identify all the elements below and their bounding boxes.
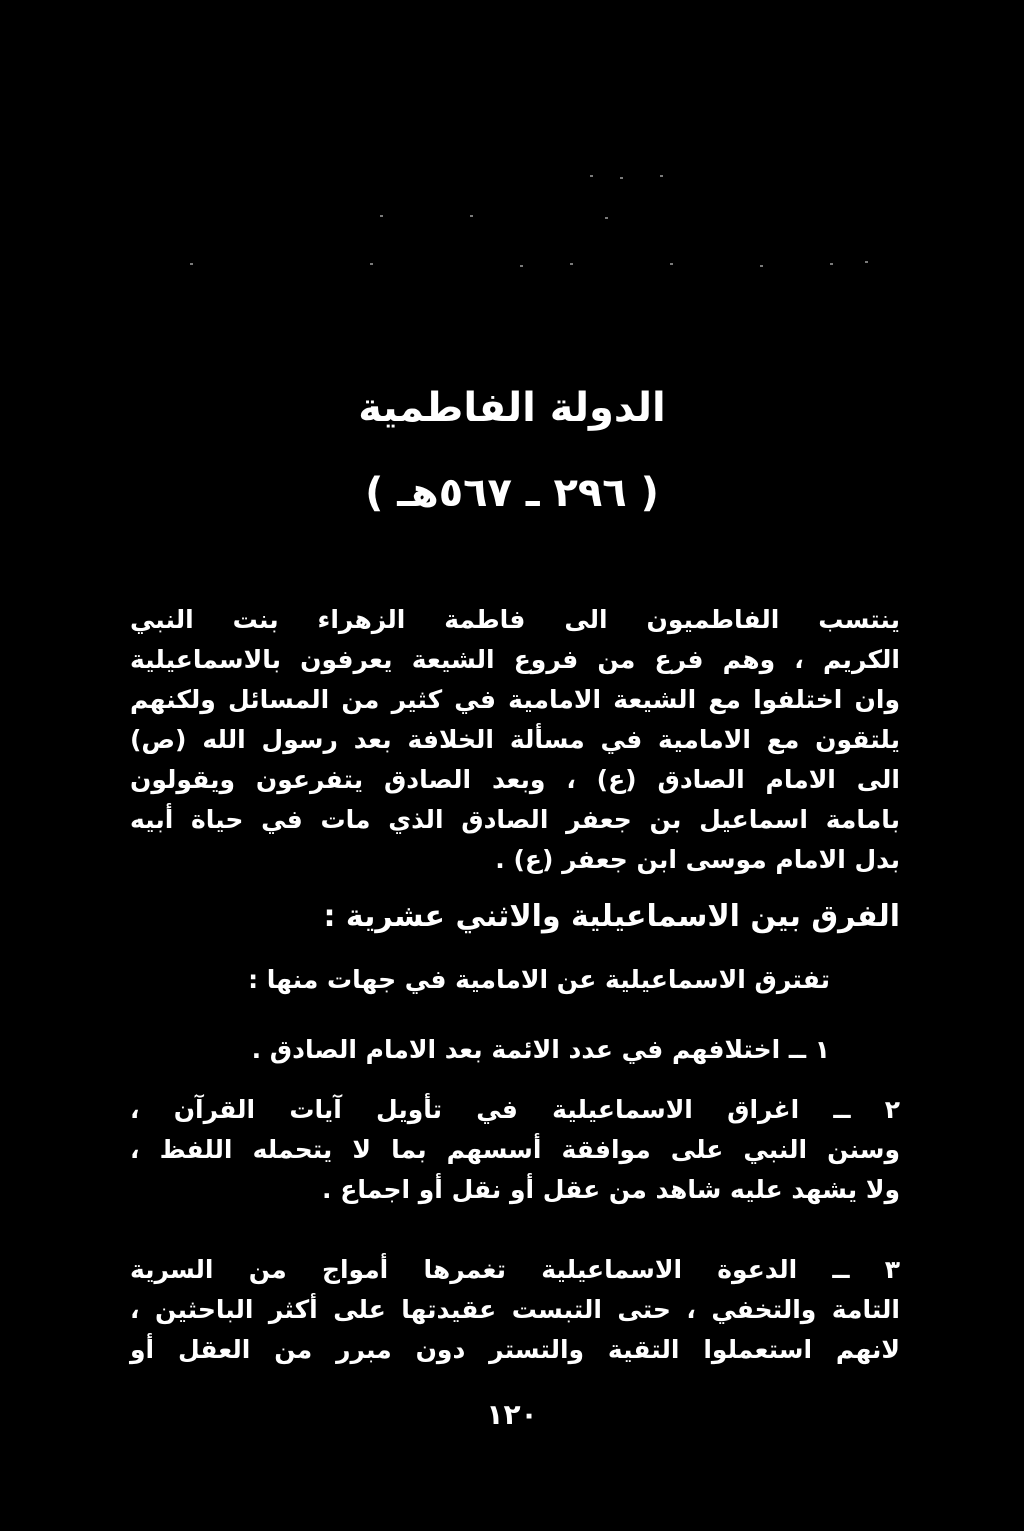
scan-specks [150, 175, 890, 275]
speck [470, 215, 473, 217]
text-line: بدل الامام موسى ابن جعفر (ع) . [495, 845, 900, 874]
speck [760, 265, 763, 267]
intro-paragraph [130, 600, 900, 880]
text-line: التامة والتخفي ، حتى التبست عقيدتها على أكثر الباحثين ، [130, 1295, 900, 1324]
text-line: لانهم استعملوا التقية والتستر دون مبرر من العقل أو [130, 1335, 900, 1364]
speck [830, 263, 833, 265]
text-line: ٢ ــ اغراق الاسماعيلية في تأويل آيات القرآن ، [130, 1095, 900, 1124]
list-item-3 [130, 1250, 900, 1370]
speck [865, 261, 868, 263]
speck [620, 177, 623, 179]
speck [520, 265, 523, 267]
speck [380, 215, 383, 217]
chapter-title: الدولة الفاطمية [358, 385, 666, 431]
text-line: يلتقون مع الامامية في مسألة الخلافة بعد رسول الله (ص) [130, 725, 900, 754]
text-line: ينتسب الفاطميون الى فاطمة الزهراء بنت النبي [130, 605, 900, 634]
speck [670, 263, 673, 265]
speck [190, 263, 193, 265]
text-line: وسنن النبي على موافقة أسسهم بما لا يتحمله اللفظ ، [130, 1135, 900, 1164]
speck [590, 175, 593, 177]
chapter-dates: ( ٢٩٦ ـ ٥٦٧هـ ) [365, 470, 659, 516]
page-number: ١٢٠ [486, 1398, 538, 1431]
speck [660, 175, 663, 177]
section-intro: تفترق الاسماعيلية عن الامامية في جهات منها : [248, 965, 830, 994]
speck [570, 263, 573, 265]
text-line: وان اختلفوا مع الشيعة الامامية في كثير من المسائل ولكنهم [130, 685, 900, 714]
section-heading: الفرق بين الاسماعيلية والاثني عشرية : [323, 899, 900, 934]
text-line: الى الامام الصادق (ع) ، وبعد الصادق يتفرعون ويقولون [130, 765, 900, 794]
list-item-1 [200, 1030, 830, 1070]
speck [370, 263, 373, 265]
list-item-2 [130, 1090, 900, 1210]
text-line: ١ ــ اختلافهم في عدد الائمة بعد الامام الصادق . [251, 1035, 830, 1064]
speck [605, 217, 608, 219]
text-line: بامامة اسماعيل بن جعفر الصادق الذي مات في حياة أبيه [130, 805, 900, 834]
text-line: ولا يشهد عليه شاهد من عقل أو نقل أو اجماع . [322, 1175, 900, 1204]
text-line: الكريم ، وهم فرع من فروع الشيعة يعرفون بالاسماعيلية [130, 645, 900, 674]
text-line: ٣ ــ الدعوة الاسماعيلية تغمرها أمواج من السرية [130, 1255, 900, 1284]
